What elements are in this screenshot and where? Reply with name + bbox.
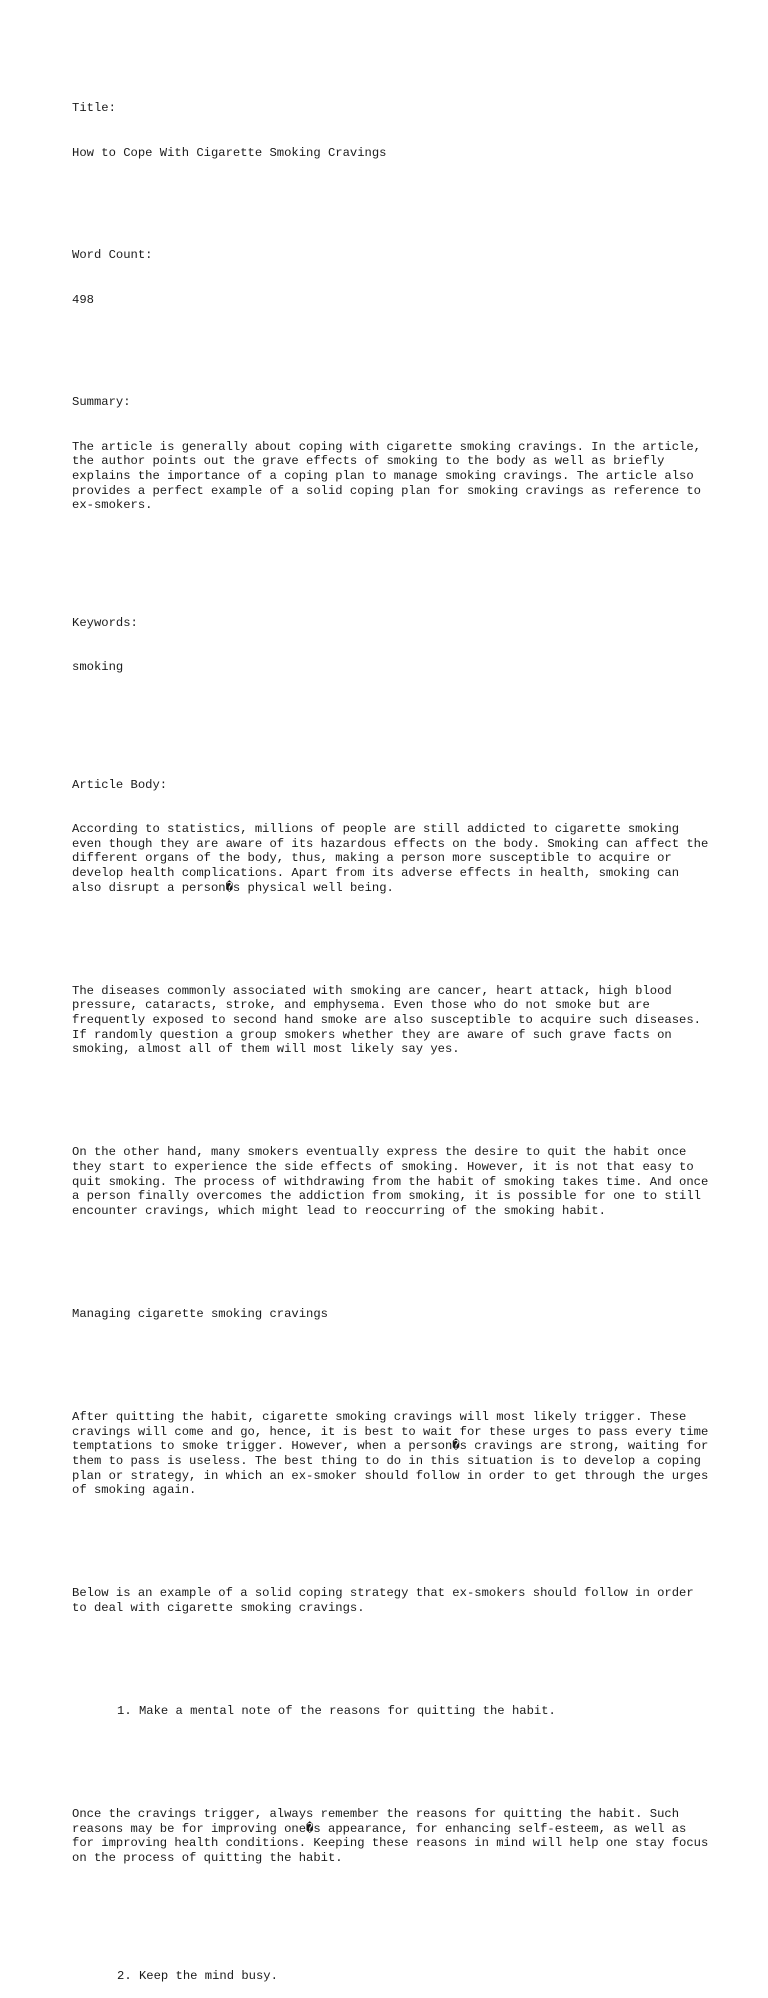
summary-label: Summary: [72,395,131,410]
body-paragraph: According to statistics, millions of people are still addicted to cigarette smoking even though they are aware of its hazardous effects on the body. Smoking can affect the different organs of the body, thus, making a person more susceptible to acquire or develop health complications. Apart from its adverse effects in health, smoking can also disrupt a person�s physical well being. [72,821,716,895]
word-count-value: 498 [72,292,94,307]
list-item: 2. Keep the mind busy. [117,1968,278,1983]
title-label: Title: [72,101,116,116]
section-subheading: Managing cigarette smoking cravings [72,1306,328,1321]
summary-text: The article is generally about coping with cigarette smoking cravings. In the article, the author points out the grave effects of smoking to the body as well as briefly explains the importance of a coping plan to manage smoking cravings. The article also provides a perfect example of a solid coping plan for smoking cravings as reference to ex-smokers. [72,439,709,513]
body-paragraph: On the other hand, many smokers eventually express the desire to quit the habit once they start to experience the side effects of smoking. However, it is not that easy to quit smoking. The process of withdrawing from the habit of smoking takes time. And once a person finally overcomes the addiction from smoking, it is possible for one to still encounter cravings, which might lead to reoccurring of the smoking habit. [72,1145,716,1219]
article-body-label: Article Body: [72,777,168,792]
body-paragraph: Once the cravings trigger, always remember the reasons for quitting the habit. Such reasons may be for improving one�s appearance, for enhancing self-esteem, as well as for improving health conditions. Keeping these reasons in mind will help one stay focus on the process of quitting the habit. [72,1806,716,1865]
keywords-label: Keywords: [72,615,138,630]
body-paragraph: Below is an example of a solid coping strategy that ex-smokers should follow in order to deal with cigarette smoking cravings. [72,1586,701,1615]
body-paragraph: After quitting the habit, cigarette smoking cravings will most likely trigger. These cravings will come and go, hence, it is best to wait for these urges to pass every time temptations to smoke trigger. However, when a person�s cravings are strong, waiting for them to pass is useless. The best thing to do in this situation is to develop a coping plan or strategy, in which an ex-smoker should follow in order to get through the urges of smoking again. [72,1409,716,1498]
list-item: 1. Make a mental note of the reasons for quitting the habit. [117,1703,556,1718]
word-count-label: Word Count: [72,248,153,263]
keywords-value: smoking [72,660,124,675]
body-paragraph: The diseases commonly associated with smoking are cancer, heart attack, high blood pressure, cataracts, stroke, and emphysema. Even those who do not smoke but are frequently exposed to second hand smoke are also susceptible to acquire such diseases. If randomly question a group smokers whether they are aware of such grave facts on smoking, almost all of them will most likely say yes. [72,983,709,1057]
document-title: How to Cope With Cigarette Smoking Cravings [72,145,387,160]
document-page [72,72,716,1998]
